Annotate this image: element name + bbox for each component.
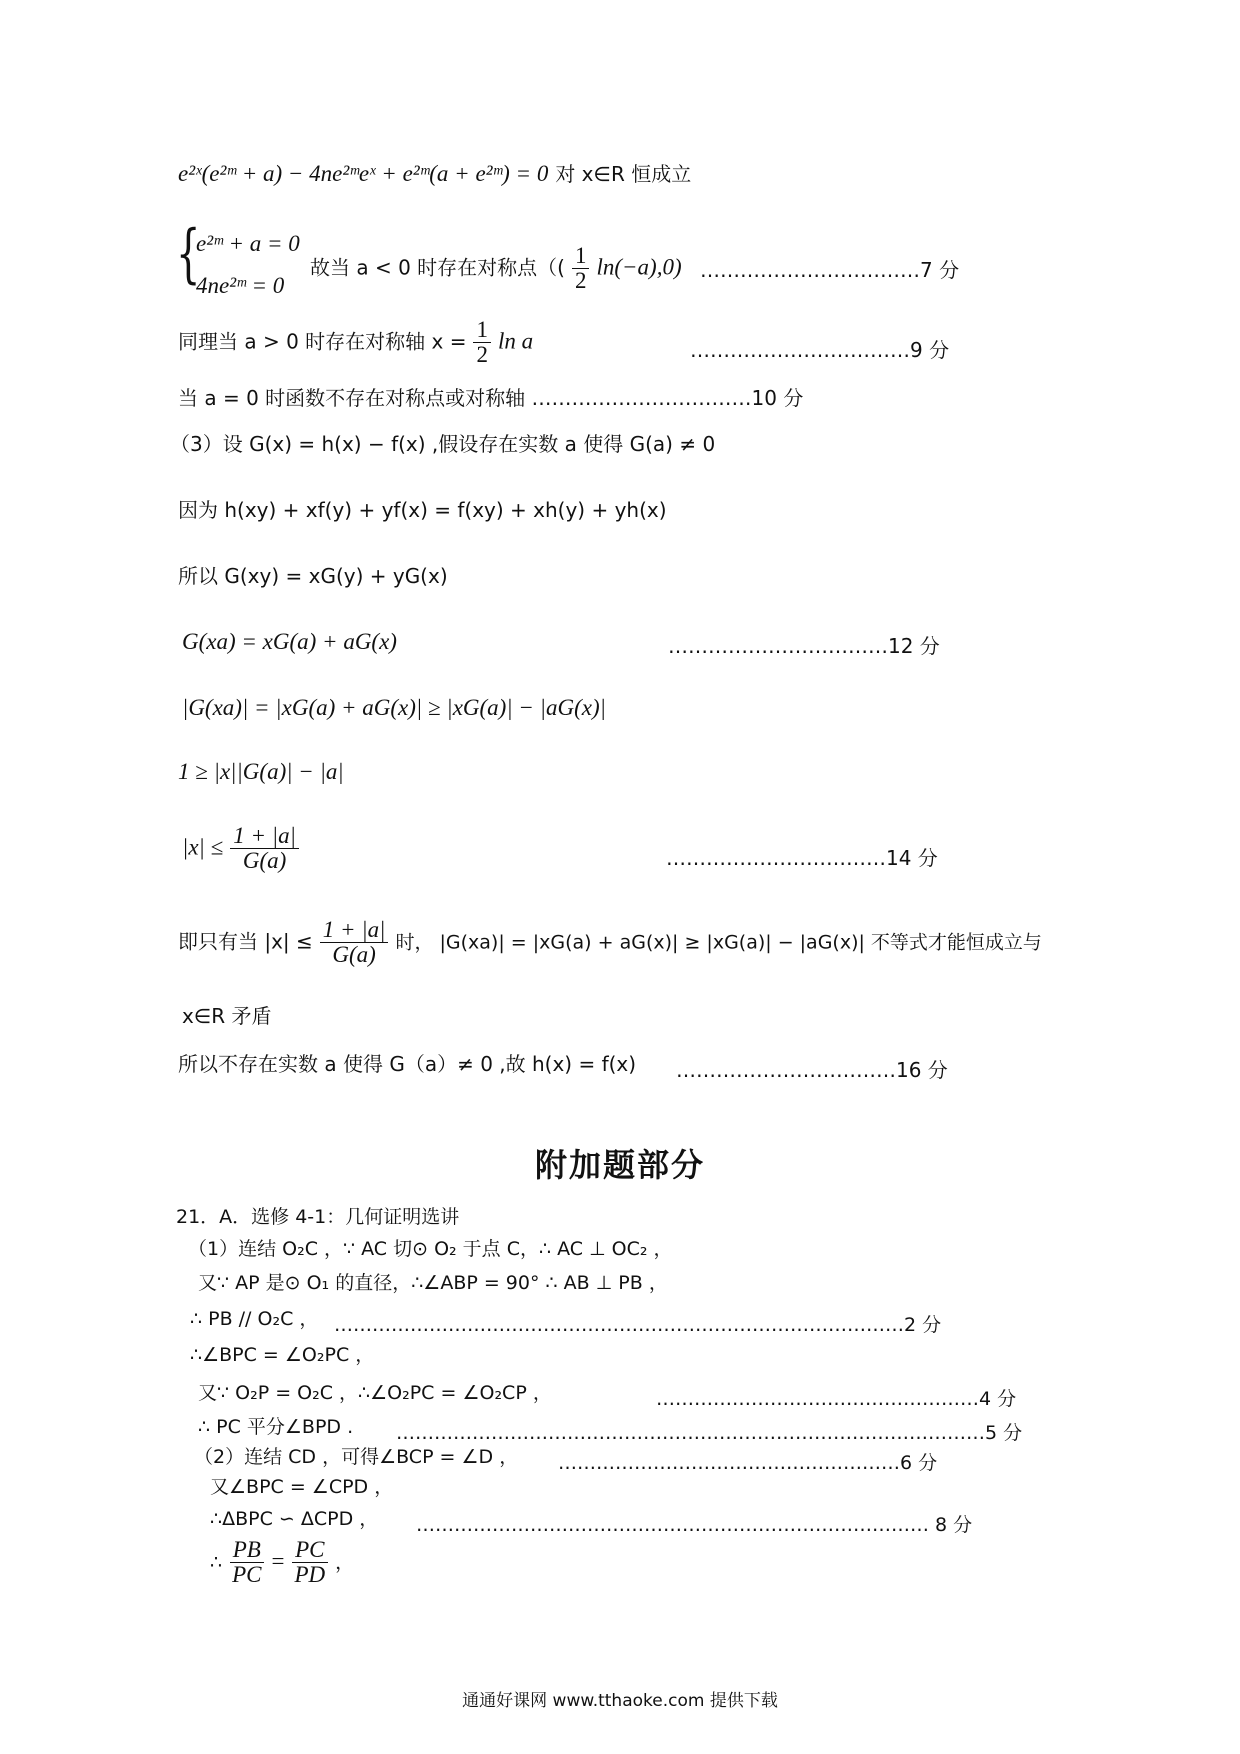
fraction-bound: [230, 824, 299, 873]
fraction-numerator: 1: [473, 318, 491, 343]
line2-text: 故当 a < 0 时存在对称点（(: [310, 255, 565, 280]
system-top: e²ᵐ + a = 0: [196, 231, 300, 256]
equation-line-4: 当 a = 0 时函数不存在对称点或对称轴 ……………………………10 分: [178, 386, 804, 410]
equation-line-14: 所以不存在实数 a 使得 G（a）≠ 0 ,故 h(x) = f(x): [178, 1052, 637, 1076]
fraction-numerator: 1: [572, 244, 590, 269]
fraction-numerator: PB: [230, 1538, 264, 1563]
appendix-line-5: ∴∠BPC = ∠O₂PC ，: [190, 1344, 375, 1366]
line2-tail: ln(−a),0): [596, 254, 682, 280]
fraction-denominator: 2: [574, 268, 587, 294]
equals-sign: =: [271, 1548, 285, 1574]
appendix-line-9: 又∠BPC = ∠CPD ，: [210, 1476, 394, 1498]
equation-line-1: [178, 160, 691, 188]
fraction-half: [572, 244, 590, 293]
line11-lhs: |x| ≤: [182, 834, 224, 860]
section-title: 附加题部分: [534, 1146, 705, 1184]
equation-line-3: [178, 318, 533, 367]
ratio-pc-pd: [291, 1538, 328, 1587]
fraction-bound: [320, 918, 389, 967]
appendix-line-4: ∴ PB // O₂C ，: [190, 1308, 319, 1330]
line12-prefix: 即只有当 |x| ≤: [178, 929, 313, 954]
appendix-heading: 21．A．选修 4-1：几何证明选讲: [176, 1206, 460, 1228]
equation-line-2: [310, 244, 682, 293]
equation-line-5: （3）设 G(x) = h(x) − f(x) ,假设存在实数 a 使得 G(a) ≠ 0: [170, 432, 716, 456]
appendix-line-7: ∴ PC 平分∠BPD .: [198, 1416, 354, 1438]
fraction-denominator: G(a): [242, 848, 287, 874]
equation-text: 对 x∈R 恒成立: [555, 162, 692, 186]
equation-line-9: |G(xa)| = |xG(a) + aG(x)| ≥ |xG(a)| − |aG(x)|: [182, 695, 606, 720]
fraction-denominator: PD: [294, 1562, 326, 1588]
fraction-numerator: 1 + |a|: [230, 824, 299, 849]
appendix-line-2: （1）连结 O₂C ，∵ AC 切⊙ O₂ 于点 C，∴ AC ⊥ OC₂ ，: [188, 1238, 673, 1260]
equation-line-7: 所以 G(xy) = xG(y) + yG(x): [178, 564, 448, 588]
equation-line-6: 因为 h(xy) + xf(y) + yf(x) = f(xy) + xh(y) + yh(x): [178, 498, 667, 522]
line3-tail: ln a: [497, 328, 534, 354]
appendix-line-8: （2）连结 CD ，可得∠BCP = ∠D ，: [194, 1446, 519, 1468]
fraction-denominator: G(a): [332, 942, 376, 968]
score-6: ………………………………………………6 分: [558, 1452, 938, 1474]
score-16: ……………………………16 分: [676, 1058, 948, 1082]
equation-line-12: [178, 918, 1042, 967]
equation-math: e²ˣ(e²ᵐ + a) − 4ne²ᵐeˣ + e²ᵐ(a + e²ᵐ) = 0: [178, 161, 549, 186]
appendix-line-3: 又∵ AP 是⊙ O₁ 的直径，∴∠ABP = 90° ∴ AB ⊥ PB ，: [198, 1272, 668, 1294]
appendix-line-11: [210, 1538, 354, 1587]
score-14: ……………………………14 分: [666, 846, 938, 870]
equation-line-13: x∈R 矛盾: [182, 1004, 272, 1028]
fraction-denominator: 2: [476, 342, 488, 368]
appendix-line-10: ∴ΔBPC ∽ ΔCPD ，: [210, 1508, 379, 1530]
therefore-symbol: ∴: [210, 1551, 223, 1574]
fraction-denominator: PC: [232, 1562, 262, 1588]
equation-line-11: [182, 824, 299, 873]
system-bottom: 4ne²ᵐ = 0: [196, 273, 285, 298]
score-5: …………………………………………………………………………………5 分: [396, 1422, 1023, 1444]
score-7: ……………………………7 分: [700, 258, 960, 282]
ratio-pb-pc: [229, 1538, 264, 1587]
score-4: ……………………………………………4 分: [656, 1388, 1017, 1410]
page-footer: 通通好课网 www.tthaoke.com 提供下载: [462, 1691, 778, 1711]
comma: ，: [335, 1551, 355, 1574]
system-brace: {: [176, 217, 201, 291]
score-8: ……………………………………………………………………… 8 分: [416, 1514, 973, 1536]
equation-line-8: G(xa) = xG(a) + aG(x): [182, 629, 397, 654]
fraction-half: [473, 318, 491, 367]
score-12: ……………………………12 分: [668, 634, 940, 658]
score-2: ………………………………………………………………………………2 分: [334, 1314, 942, 1336]
score-9: ……………………………9 分: [690, 338, 950, 362]
line3-text: 同理当 a > 0 时存在对称轴 x =: [178, 329, 467, 354]
equation-line-10: 1 ≥ |x||G(a)| − |a|: [178, 759, 344, 784]
fraction-numerator: 1 + |a|: [320, 918, 389, 943]
fraction-numerator: PC: [292, 1538, 327, 1563]
line12-suffix: 时， |G(xa)| = |xG(a) + aG(x)| ≥ |xG(a)| − |aG(x)| 不等式才能恒成立与: [395, 931, 1042, 954]
appendix-line-6: 又∵ O₂P = O₂C ，∴∠O₂PC = ∠O₂CP ，: [198, 1382, 552, 1404]
